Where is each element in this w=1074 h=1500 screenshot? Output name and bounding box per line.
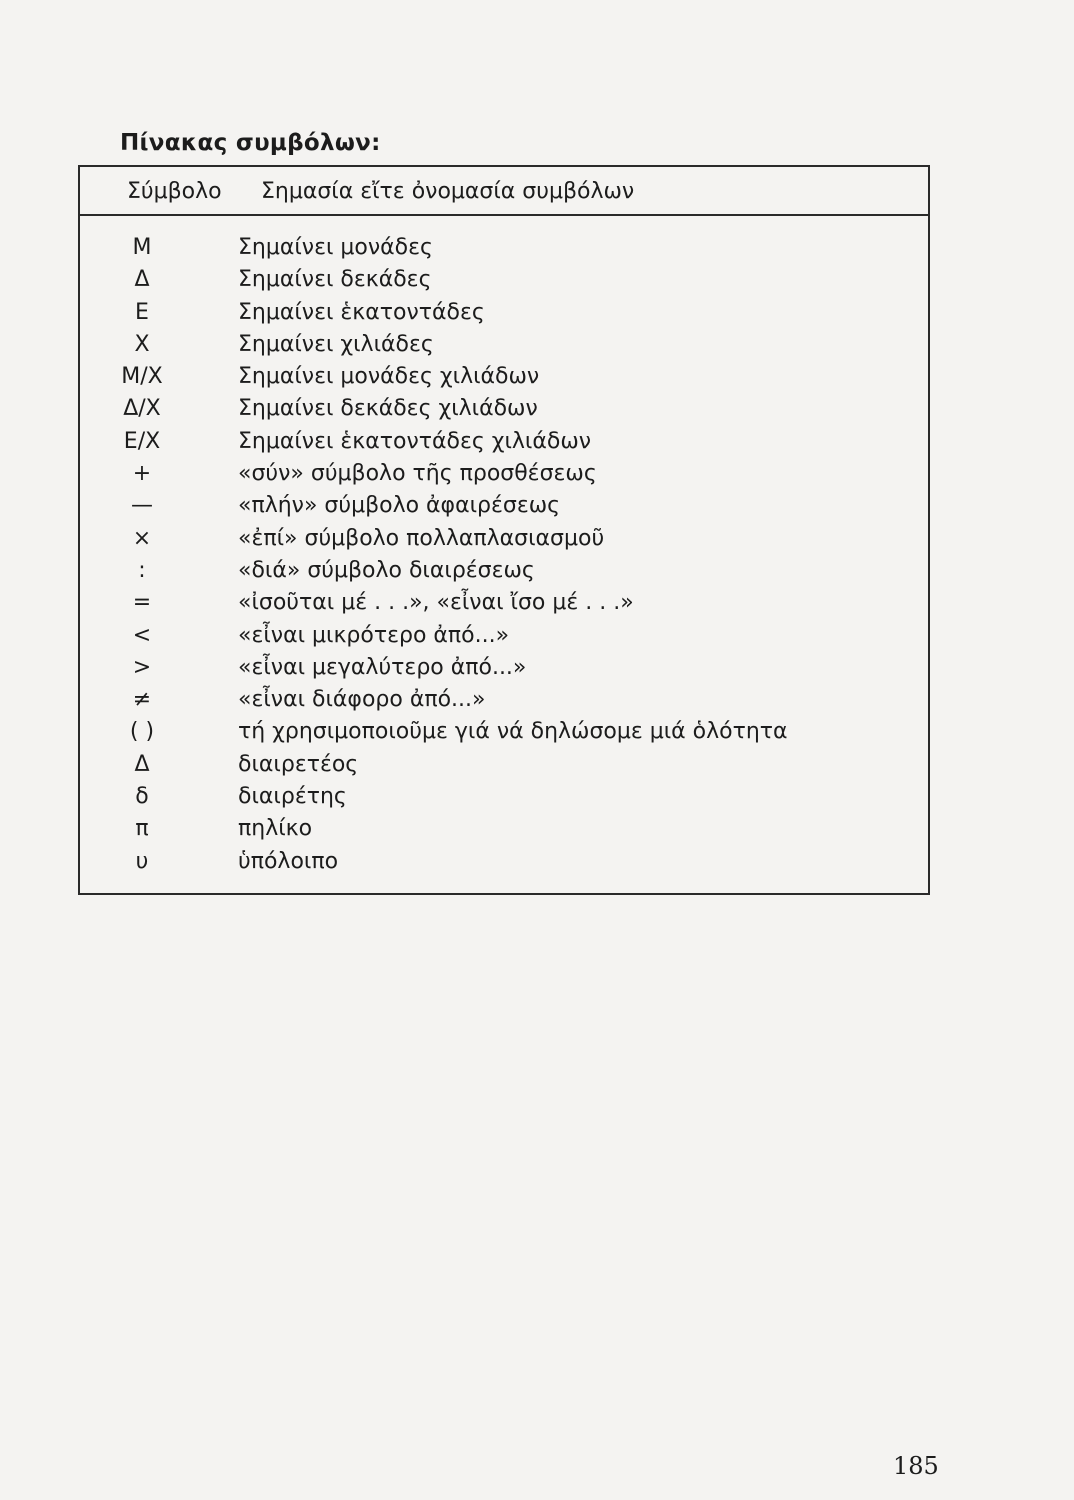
meaning-cell: πηλίκο	[238, 816, 313, 842]
table-row	[80, 459, 928, 491]
symbol-cell: ( )	[129, 719, 155, 745]
symbol-table	[78, 165, 930, 895]
symbol-cell: =	[132, 590, 152, 616]
symbol-cell: Δ/X	[123, 396, 161, 422]
meaning-cell: «εἶναι μικρότερο ἀπό...»	[238, 622, 510, 648]
symbol-cell: +	[132, 461, 152, 487]
meaning-cell: Σημαίνει ἑκατοντάδες	[238, 299, 485, 325]
table-row	[80, 524, 928, 556]
table-row	[80, 233, 928, 265]
symbol-cell: ≠	[132, 687, 152, 713]
symbol-cell: M/X	[121, 364, 163, 390]
symbol-cell: π	[135, 816, 149, 842]
table-row	[80, 330, 928, 362]
meaning-cell: Σημαίνει ἑκατοντάδες χιλιάδων	[238, 428, 592, 454]
meaning-cell: ὑπόλοιπο	[238, 848, 339, 874]
meaning-cell: «διά» σύμβολο διαιρέσεως	[238, 557, 535, 583]
meaning-cell: «ἰσοῦται μέ . . .», «εἶναι ἴσο μέ . . .»	[238, 590, 634, 616]
meaning-cell: τή χρησιμοποιοῦμε γιά νά δηλώσομε μιά ὁλότητα	[238, 719, 788, 745]
meaning-cell: διαιρετέος	[238, 751, 359, 777]
symbol-cell: Δ	[134, 751, 150, 777]
table-row	[80, 621, 928, 653]
meaning-cell: Σημαίνει δεκάδες	[238, 267, 432, 293]
table-row	[80, 814, 928, 846]
table-row	[80, 491, 928, 523]
symbol-cell: E/X	[123, 428, 161, 454]
table-row	[80, 717, 928, 749]
meaning-cell: διαιρέτης	[238, 784, 347, 810]
meaning-cell: Σημαίνει μονάδες χιλιάδων	[238, 364, 540, 390]
table-row	[80, 653, 928, 685]
table-row	[80, 685, 928, 717]
symbol-cell: υ	[135, 848, 149, 874]
table-row	[80, 847, 928, 879]
table-row	[80, 750, 928, 782]
table-row	[80, 427, 928, 459]
table-body	[80, 233, 928, 879]
symbol-cell: δ	[135, 784, 149, 810]
table-header	[80, 167, 928, 216]
symbol-cell: —	[131, 493, 153, 519]
meaning-cell: «πλήν» σύμβολο ἀφαιρέσεως	[238, 493, 561, 519]
symbol-cell: <	[132, 622, 152, 648]
table-row	[80, 782, 928, 814]
page-title: Πίνακας συμβόλων:	[120, 130, 381, 156]
symbol-cell: E	[135, 299, 149, 325]
meaning-cell: «ἐπί» σύμβολο πολλαπλασιασμοῦ	[238, 525, 605, 551]
table-row	[80, 394, 928, 426]
symbol-cell: ×	[132, 525, 152, 551]
table-row	[80, 265, 928, 297]
table-row	[80, 588, 928, 620]
meaning-cell: «σύν» σύμβολο τῆς προσθέσεως	[238, 461, 597, 487]
meaning-cell: «εἶναι μεγαλύτερο ἀπό...»	[238, 654, 527, 680]
page-number: 185	[893, 1452, 939, 1480]
meaning-cell: Σημαίνει δεκάδες χιλιάδων	[238, 396, 538, 422]
symbol-cell: :	[138, 557, 146, 583]
symbol-cell: X	[134, 331, 150, 357]
meaning-cell: «εἶναι διάφορο ἀπό...»	[238, 687, 486, 713]
table-row	[80, 362, 928, 394]
column-header-meaning: Σημασία εἴτε ὀνομασία συμβόλων	[261, 179, 635, 204]
symbol-cell: M	[132, 235, 152, 260]
symbol-cell: >	[132, 654, 152, 680]
meaning-cell: Σημαίνει μονάδες	[238, 235, 433, 260]
column-header-symbol: Σύμβολο	[127, 179, 222, 204]
symbol-cell: Δ	[134, 267, 150, 293]
table-row	[80, 298, 928, 330]
table-row	[80, 556, 928, 588]
meaning-cell: Σημαίνει χιλιάδες	[238, 331, 434, 357]
